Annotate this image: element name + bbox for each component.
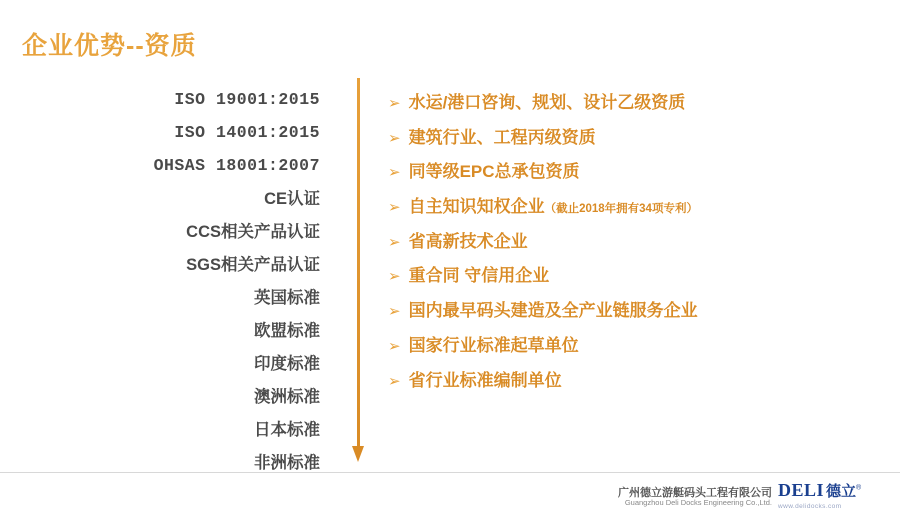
- list-item-label: 国内最早码头建造及全产业链服务企业: [408, 301, 698, 321]
- arrow-bullet-icon: ➢: [388, 233, 401, 251]
- logo-cn-text: 德立: [826, 483, 857, 500]
- list-item: 印度标准: [254, 355, 320, 373]
- logo-wordmark: [778, 480, 886, 501]
- list-item: [388, 372, 888, 391]
- arrow-bullet-icon: ➢: [388, 164, 401, 182]
- arrow-bullet-icon: ➢: [388, 372, 401, 390]
- certifications-list: [40, 92, 320, 488]
- registered-trademark-icon: ®: [856, 484, 862, 492]
- list-item: [388, 94, 888, 113]
- list-item: CE认证: [264, 190, 320, 208]
- footer-divider: [0, 472, 900, 473]
- list-item: CCS相关产品认证: [186, 223, 320, 241]
- arrow-bullet-icon: ➢: [388, 268, 401, 286]
- list-item: 欧盟标准: [254, 322, 320, 340]
- arrow-tip: [352, 446, 364, 462]
- list-item: 澳洲标准: [254, 388, 320, 406]
- list-item: 非洲标准: [254, 454, 320, 472]
- list-item: [388, 163, 888, 182]
- arrow-bullet-icon: ➢: [388, 129, 401, 147]
- list-item-label: 国家行业标准起草单位: [408, 335, 579, 355]
- down-arrow-icon: [352, 78, 366, 468]
- list-item-label: 自主知识知权企业: [408, 197, 545, 217]
- logo-main-text: DELI: [778, 480, 825, 500]
- list-item: 英国标准: [254, 289, 320, 307]
- list-item: 日本标准: [254, 421, 320, 439]
- list-item: [388, 267, 888, 286]
- logo-url: www.delidocks.com: [778, 503, 842, 510]
- list-item: ISO 14001:2015: [174, 123, 320, 142]
- list-item-label: 水运/港口咨询、规划、设计乙级资质: [408, 93, 686, 112]
- list-item-label: 省行业标准编制单位: [408, 370, 562, 390]
- list-item-note: （截止2018年拥有34项专利）: [544, 203, 698, 216]
- list-item: ISO 19001:2015: [174, 90, 320, 109]
- footer-company-cn: 广州德立游艇码头工程有限公司: [618, 487, 772, 499]
- arrow-bullet-icon: ➢: [388, 337, 401, 355]
- list-item: [388, 233, 888, 252]
- list-item: SGS相关产品认证: [186, 256, 320, 274]
- list-item: OHSAS 18001:2007: [153, 156, 320, 175]
- company-logo: [778, 480, 886, 510]
- list-item: [388, 198, 888, 217]
- list-item-label: 同等级EPC总承包资质: [408, 162, 580, 182]
- arrow-bullet-icon: ➢: [388, 199, 401, 217]
- list-item-label: 省高新技术企业: [408, 231, 528, 251]
- divider-bar: [357, 78, 360, 450]
- qualifications-list: [388, 94, 888, 406]
- list-item-label: 重合同 守信用企业: [408, 266, 550, 286]
- arrow-bullet-icon: ➢: [388, 95, 401, 112]
- list-item-label: 建筑行业、工程丙级资质: [408, 127, 596, 147]
- footer-company-en: Guangzhou Deli Docks Engineering Co.,Ltd.: [624, 498, 772, 507]
- list-item: [388, 129, 888, 148]
- page-title: 企业优势--资质: [22, 32, 197, 60]
- list-item: [388, 302, 888, 321]
- list-item: [388, 337, 888, 356]
- arrow-bullet-icon: ➢: [388, 303, 401, 321]
